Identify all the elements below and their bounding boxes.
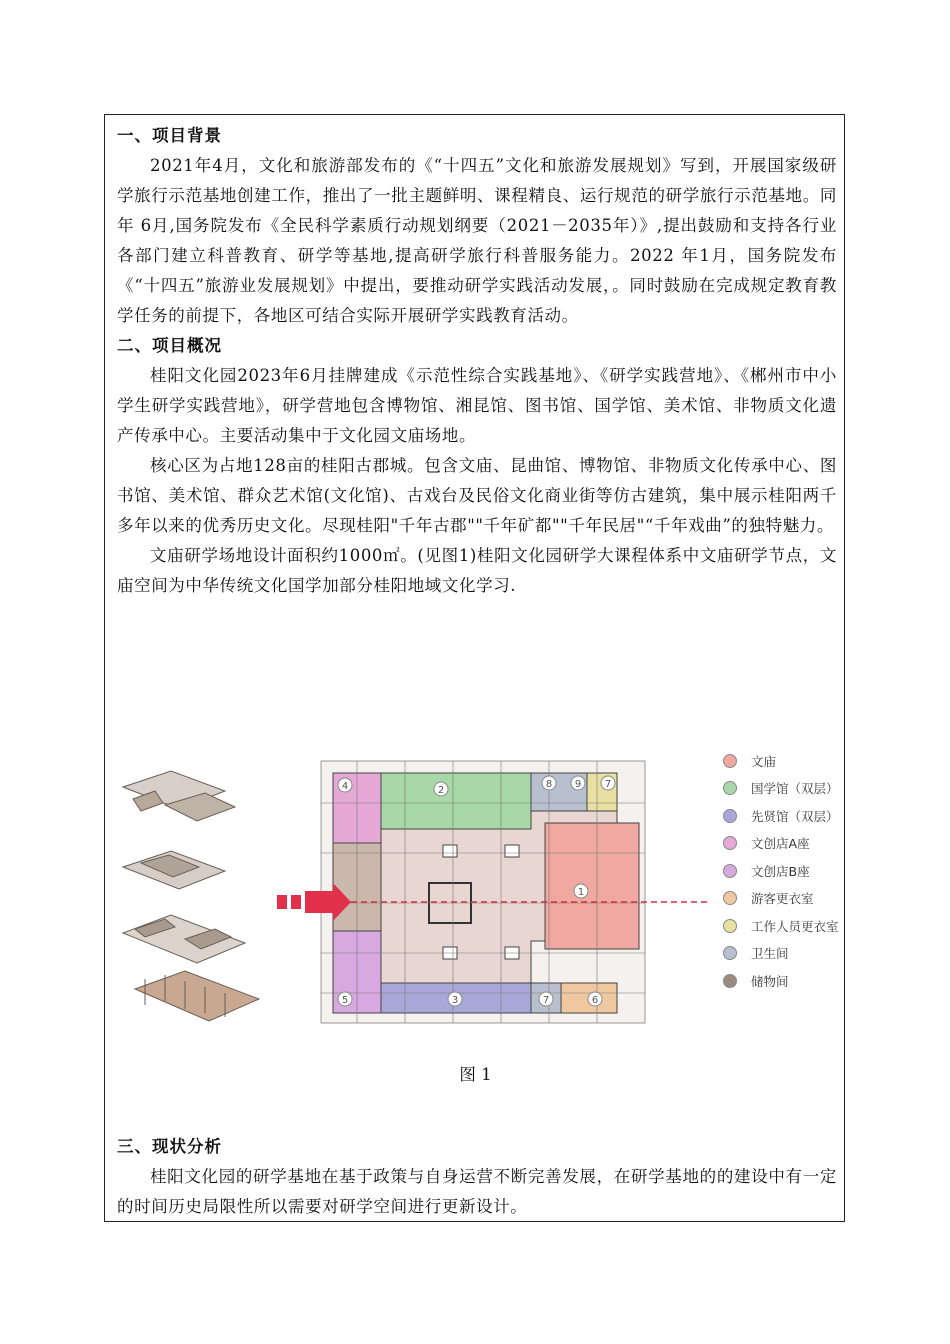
document-table	[104, 114, 845, 1222]
legend-swatch	[723, 946, 737, 960]
section3-heading: 三、现状分析	[117, 1137, 222, 1156]
legend-item: 储物间	[717, 967, 847, 995]
section3	[117, 1132, 837, 1222]
plan-number: 9	[574, 779, 582, 790]
legend-item: 工作人员更衣室	[717, 912, 847, 940]
plan-number: 5	[341, 995, 349, 1006]
plan-number: 8	[545, 779, 553, 790]
plan-number: 2	[437, 785, 445, 796]
figure-1	[105, 743, 846, 1043]
section2-paragraph-1: 桂阳文化园2023年6月挂牌建成《示范性综合实践基地》、《研学实践营地》、《郴州市中小学生研学实践营地》，研学营地包含博物馆、湘昆馆、图书馆、国学馆、美术馆、非物质文化遗产传承中心。主要活动集中于文化园文庙场地。	[117, 366, 837, 445]
legend-swatch	[723, 864, 737, 878]
section2-paragraph-2: 核心区为占地128亩的桂阳古郡城。包含文庙、昆曲馆、博物馆、非物质文化传承中心、图书馆、美术馆、群众艺术馆(文化馆)、古戏台及民俗文化商业街等仿古建筑，集中展示桂阳两千多年以来的优秀历史文化。尽现桂阳"千年古郡""千年矿都""千年民居"“千年戏曲”的独特魅力。	[117, 456, 837, 535]
text-content	[117, 121, 837, 601]
plan-number: 1	[577, 887, 585, 898]
figure-caption: 图 1	[459, 1065, 492, 1084]
legend-swatch	[723, 754, 737, 768]
legend-item: 游客更衣室	[717, 885, 847, 913]
legend-swatch	[723, 809, 737, 823]
section1-heading: 一、项目背景	[117, 126, 222, 145]
plan-legend	[717, 747, 847, 995]
plan	[277, 761, 709, 1023]
legend-item: 文创店A座	[717, 830, 847, 858]
legend-swatch	[723, 891, 737, 905]
section3-paragraph: 桂阳文化园的研学基地在基于政策与自身运营不断完善发展，在研学基地的的建设中有一定的时间历史局限性所以需要对研学空间进行更新设计。	[117, 1167, 837, 1216]
legend-item: 国学馆（双层）	[717, 775, 847, 803]
legend-item: 卫生间	[717, 940, 847, 968]
legend-swatch	[723, 974, 737, 988]
plan-number: 3	[451, 995, 459, 1006]
plan-number: 4	[341, 781, 349, 792]
legend-item: 先贤馆（双层）	[717, 802, 847, 830]
legend-item: 文庙	[717, 747, 847, 775]
legend-item: 文创店B座	[717, 857, 847, 885]
legend-swatch	[723, 836, 737, 850]
legend-swatch	[723, 919, 737, 933]
plan-number: 7	[604, 779, 612, 790]
plan-number: 7	[542, 995, 550, 1006]
legend-swatch	[723, 781, 737, 795]
section2-heading: 二、项目概况	[117, 336, 222, 355]
section2-paragraph-3: 文庙研学场地设计面积约1000㎡。(见图1)桂阳文化园研学大课程体系中文庙研学节点，文庙空间为中华传统文化国学加部分桂阳地域文化学习.	[117, 546, 837, 595]
plan-number: 6	[591, 995, 599, 1006]
section1-paragraph: 2021年4月，文化和旅游部发布的《“十四五”文化和旅游发展规划》写到，开展国家级研学旅行示范基地创建工作，推出了一批主题鲜明、课程精良、运行规范的研学旅行示范基地。同年 6月,国务院发布《全民科学素质行动规划纲要（2021－2035年）》,提出鼓励和支持各行业各部门建立科普教育、研学等基地,提高研学旅行科普服务能力。2022 年1月，国务院发布《“十四五”旅游业发展规划》中提出，要推动研学实践活动发展，。同时鼓励在完成规定教育教学任务的前提下，各地区可结合实际开展研学实践教育活动。	[117, 156, 837, 325]
exploded-axonometric	[123, 771, 259, 1021]
